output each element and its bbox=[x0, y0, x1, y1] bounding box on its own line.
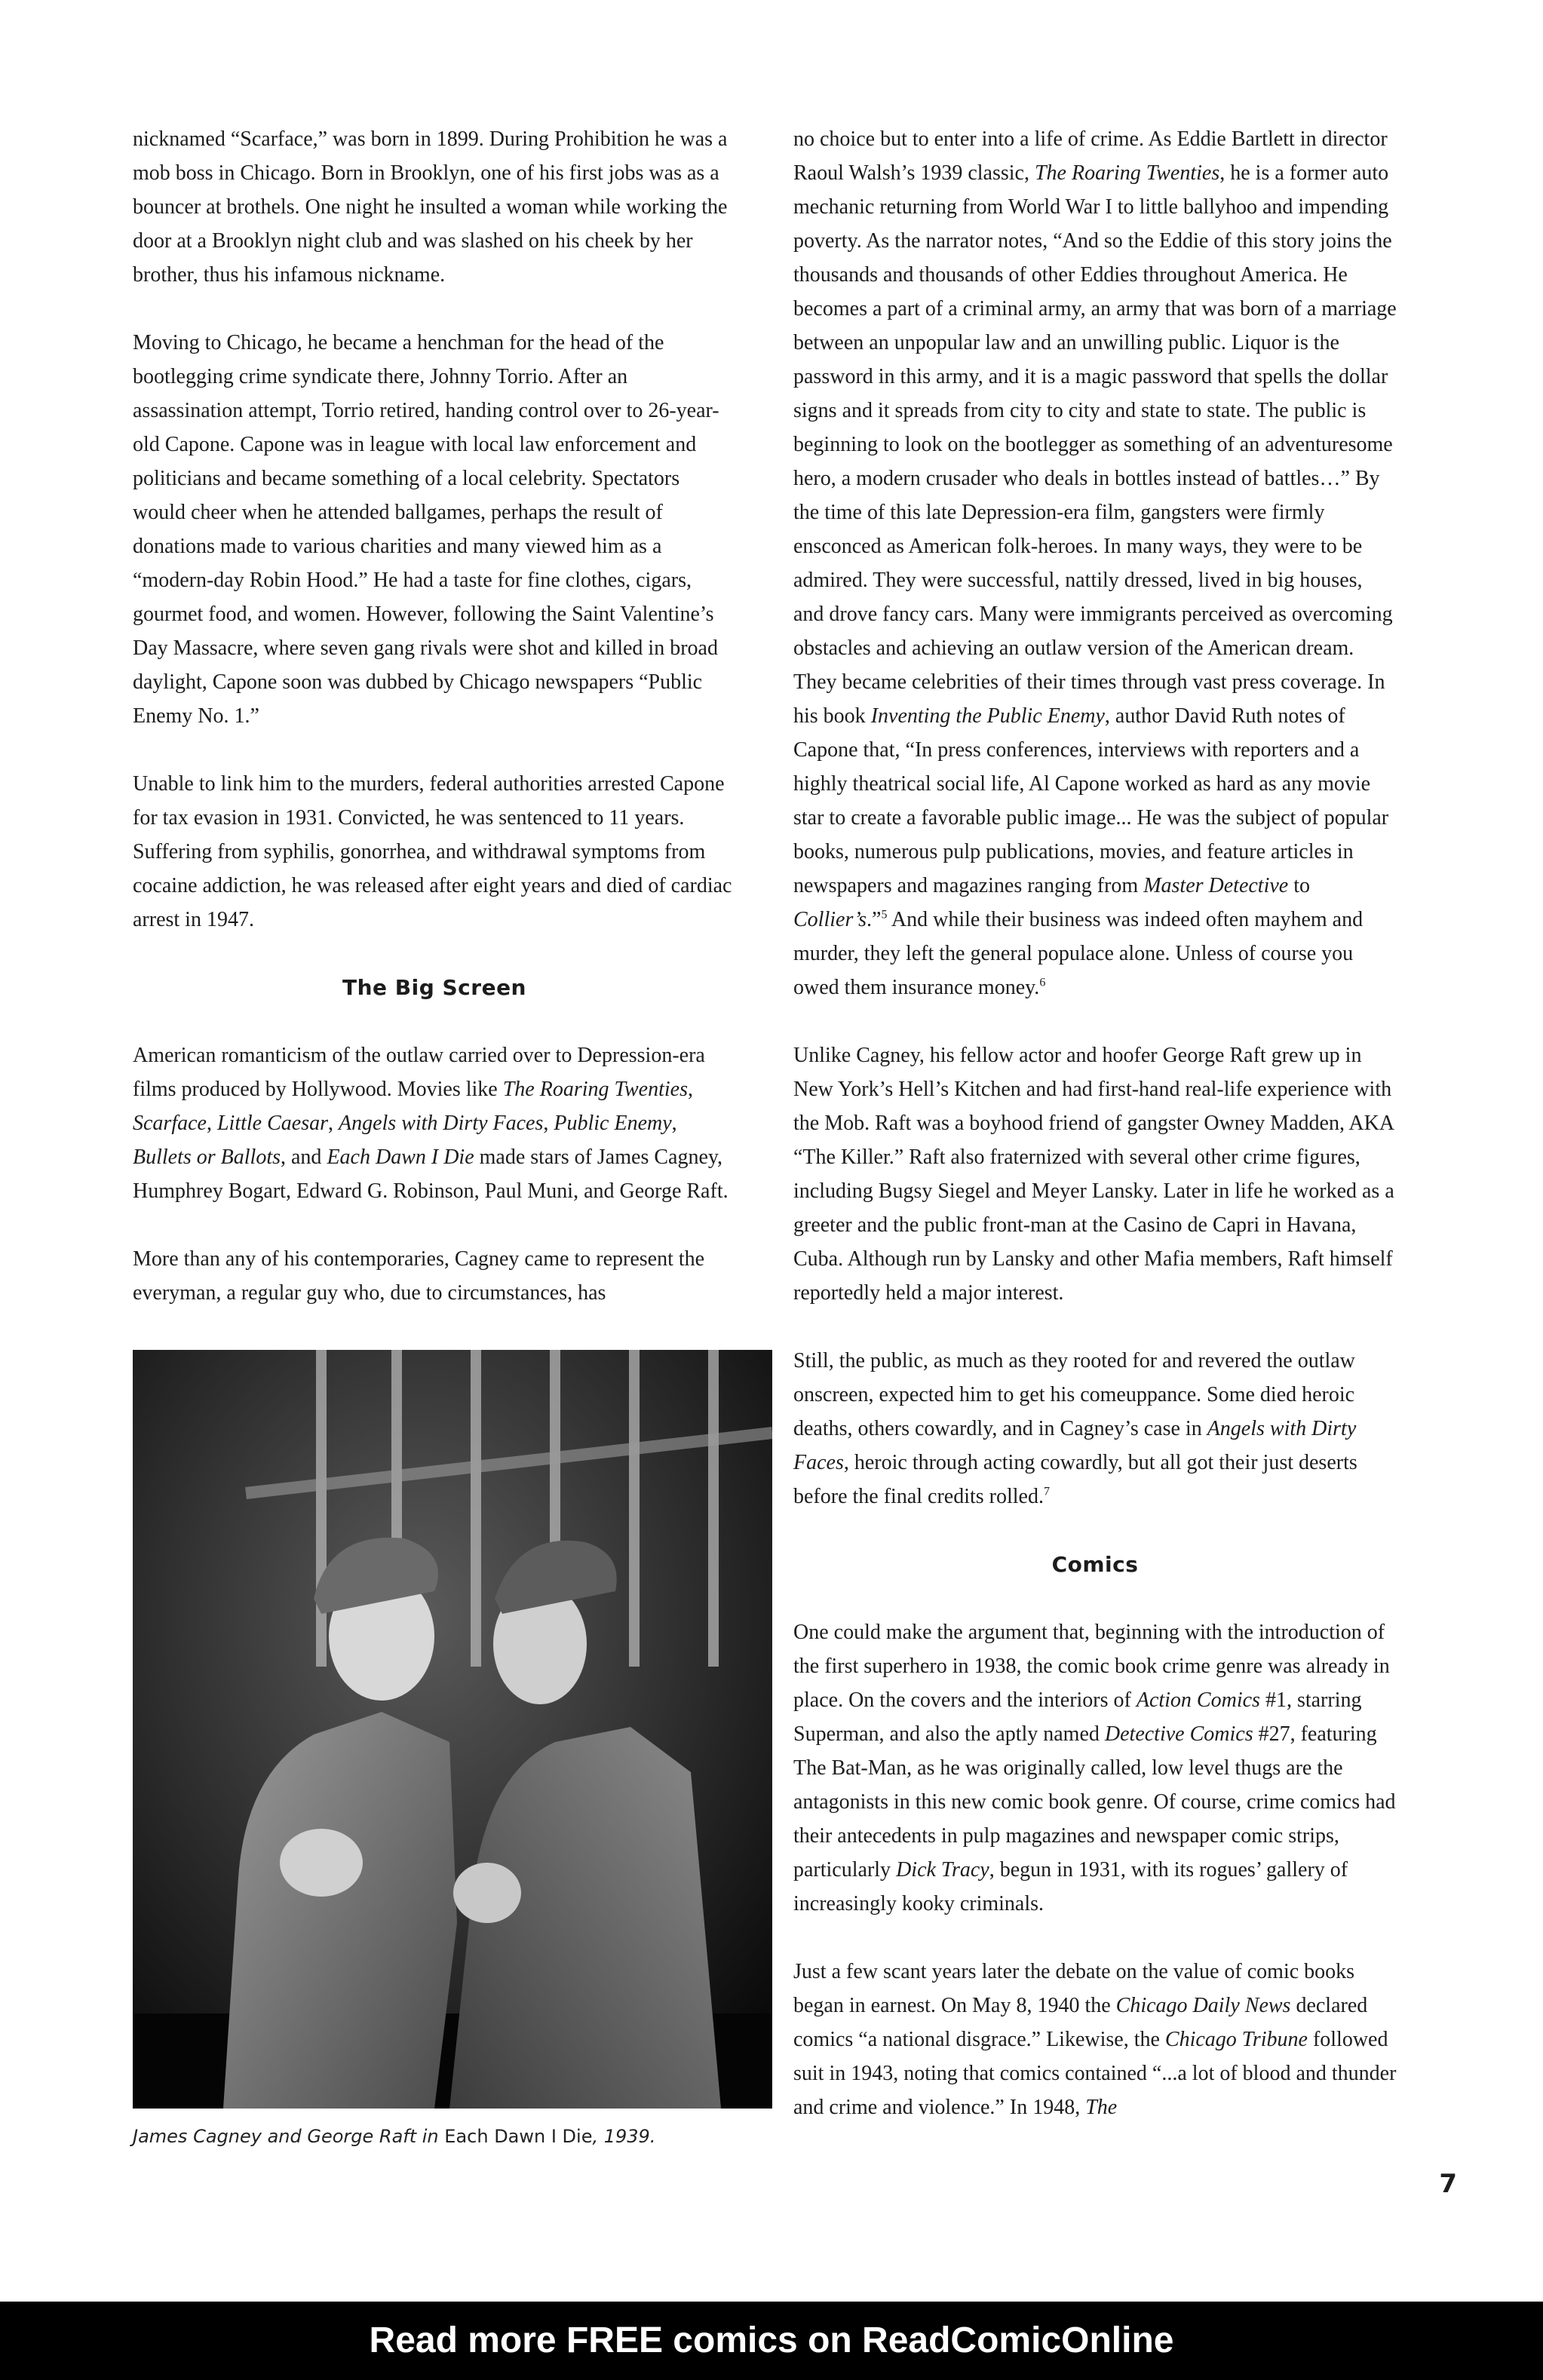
paragraph: Unlike Cagney, his fellow actor and hoofer George Raft grew up in New York’s Hell’s Kitchen and had first-hand real-life experience with the Mob. Raft was a boyhood friend of gangster Owney Madden, AKA “The Killer.” Raft also fraternized with several other crime figures, including Bugsy Siegel and Meyer Lansky. Later in life he worked as a greeter and the public front-man at the Casino de Capri in Havana, Cuba. Although run by Lansky and other Mafia members, Raft himself reportedly held a major interest. bbox=[793, 1044, 1394, 1305]
film-title: The Roaring Twenties bbox=[502, 1078, 688, 1101]
film-title: Angels with Dirty Faces bbox=[793, 1417, 1357, 1474]
caption-film-title: Each Dawn I Die bbox=[444, 2126, 593, 2147]
book-title: Inventing the Public Enemy bbox=[870, 704, 1105, 728]
comic-title: Dick Tracy bbox=[896, 1858, 989, 1882]
magazine-title: Master Detective bbox=[1143, 874, 1289, 897]
read-more-banner[interactable]: Read more FREE comics on ReadComicOnline bbox=[0, 2302, 1543, 2380]
photo-caption: James Cagney and George Raft in Each Dawn I Die, 1939. bbox=[133, 2126, 656, 2147]
paragraph: More than any of his contemporaries, Cagney came to represent the everyman, a regular guy who, due to circumstances, has bbox=[133, 1247, 705, 1305]
paragraph: Still, the public, as much as they rooted for and revered the outlaw onscreen, expected him to get his comeuppance. Some died heroic deaths, others cowardly, and in Cagney’s case in Angels with Dirty Faces, heroic through acting cowardly, but all got their just deserts before the final credits rolled.$^7$ bbox=[793, 1349, 1357, 1508]
film-title: Bullets or Ballots bbox=[133, 1146, 281, 1169]
footnote-marker: 5 bbox=[881, 908, 888, 922]
film-title: Each Dawn I Die bbox=[327, 1146, 474, 1169]
comic-title: Detective Comics bbox=[1104, 1722, 1253, 1746]
paragraph: Just a few scant years later the debate on the value of comic books began in earnest. On May 8, 1940 the Chicago Daily News declared comics “a national disgrace.” Likewise, the Chicago Tribune followed suit in 1943, noting that comics contained “...a lot of blood and thunder and crime and violence.” In 1948, The bbox=[793, 1960, 1397, 2119]
paragraph: American romanticism of the outlaw carried over to Depression-era films produced by Hollywood. Movies like The Roaring Twenties, Scarface, Little Caesar, Angels with Dirty Faces, Public Enemy, Bullets or Ballots, and Each Dawn I Die made stars of James Cagney, Humphrey Bogart, Edward G. Robinson, Paul Muni, and George Raft. bbox=[133, 1044, 729, 1203]
right-column bbox=[793, 122, 1397, 2124]
film-title: Angels with Dirty Faces bbox=[338, 1112, 544, 1135]
paragraph: One could make the argument that, beginning with the introduction of the first superhero in 1938, the comic book crime genre was already in place. On the covers and the interiors of Action Comics #1, starring Superman, and also the aptly named Detective Comics #27, featuring The Bat-Man, as he was originally called, low level thugs are the antagonists in this new comic book genre. Of course, crime comics had their antecedents in pulp magazines and newspaper comic strips, particularly Dick Tracy, begun in 1931, with its rogues’ gallery of increasingly kooky criminals. bbox=[793, 1621, 1396, 1915]
footnote-marker: 7 bbox=[1043, 1485, 1050, 1498]
film-still-photo bbox=[133, 1350, 772, 2109]
page-number: 7 bbox=[1439, 2169, 1457, 2199]
newspaper-title: Chicago Daily News bbox=[1115, 1994, 1291, 2017]
section-heading-big-screen: The Big Screen bbox=[342, 975, 526, 1000]
film-title: Public Enemy bbox=[554, 1112, 672, 1135]
film-still-image bbox=[133, 1350, 772, 2109]
left-column bbox=[133, 122, 736, 1310]
paragraph: Unable to link him to the murders, federal authorities arrested Capone for tax evasion in 1931. Convicted, he was sentenced to 11 years. Suffering from syphilis, gonorrhea, and withdrawal symptoms from cocaine addiction, he was released after eight years and died of cardiac arrest in 1947. bbox=[133, 772, 732, 931]
paragraph: nicknamed “Scarface,” was born in 1899. During Prohibition he was a mob boss in Chicago. Born in Brooklyn, one of his first jobs was as a bouncer at brothels. One night he insulted a woman while working the door at a Brooklyn night club and was slashed on his cheek by her brother, thus his infamous nickname. bbox=[133, 127, 728, 287]
paragraph: Moving to Chicago, he became a henchman for the head of the bootlegging crime syndicate there, Johnny Torrio. After an assassination attempt, Torrio retired, handing control over to 26-year-old Capone. Capone was in league with local law enforcement and politicians and became something of a local celebrity. Spectators would cheer when he attended ballgames, perhaps the result of donations made to various charities and many viewed him as a “modern-day Robin Hood.” He had a taste for fine clothes, cigars, gourmet food, and women. However, following the Saint Valentine’s Day Massacre, where seven gang rivals were shot and killed in broad daylight, Capone soon was dubbed by Chicago newspapers “Public Enemy No. 1.” bbox=[133, 331, 719, 728]
footnote-marker: 6 bbox=[1039, 976, 1046, 989]
comic-title: Action Comics bbox=[1136, 1688, 1260, 1712]
film-title: Little Caesar bbox=[216, 1112, 328, 1135]
film-title: Scarface bbox=[133, 1112, 207, 1135]
paragraph: no choice but to enter into a life of crime. As Eddie Bartlett in director Raoul Walsh’s 1939 classic, The Roaring Twenties, he is a former auto mechanic returning from World War I to little ballyhoo and impending poverty. As the narrator notes, “And so the Eddie of this story joins the thousands and thousands of other Eddies throughout America. He becomes a part of a criminal army, an army that was born of a marriage between an unpopular law and an unwilling public. Liquor is the password in this army, and it is a magic password that spells the dollar signs and it spreads from city to city and state to state. The public is beginning to look on the bootlegger as something of an adventuresome hero, a modern crusader who deals in bottles instead of battles…” By the time of this late Depression-era film, gangsters were firmly ensconced as American folk-heroes. In many ways, they were to be admired. They were successful, nattily dressed, lived in big houses, and drove fancy cars. Many were immigrants perceived as overcoming obstacles and achieving an outlaw version of the American dream. They became celebrities of their times through vast press coverage. In his book Inventing the Public Enemy, author David Ruth notes of Capone that, “In press conferences, interviews with reporters and a highly theatrical social life, Al Capone worked as hard as any movie star to create a favorable public image... He was the subject of popular books, numerous pulp publications, movies, and feature articles in newspapers and magazines ranging from Master Detective to Collier’s.”$^5$ And while their business was indeed often mayhem and murder, they left the general populace alone. Unless of course you owed them insurance money.$^6$ bbox=[793, 127, 1397, 999]
magazine-title: Collier’s bbox=[793, 908, 867, 931]
section-heading-comics: Comics bbox=[1051, 1552, 1139, 1577]
film-title: The Roaring Twenties bbox=[1034, 161, 1220, 185]
newspaper-title: Chicago Tribune bbox=[1164, 2028, 1308, 2051]
